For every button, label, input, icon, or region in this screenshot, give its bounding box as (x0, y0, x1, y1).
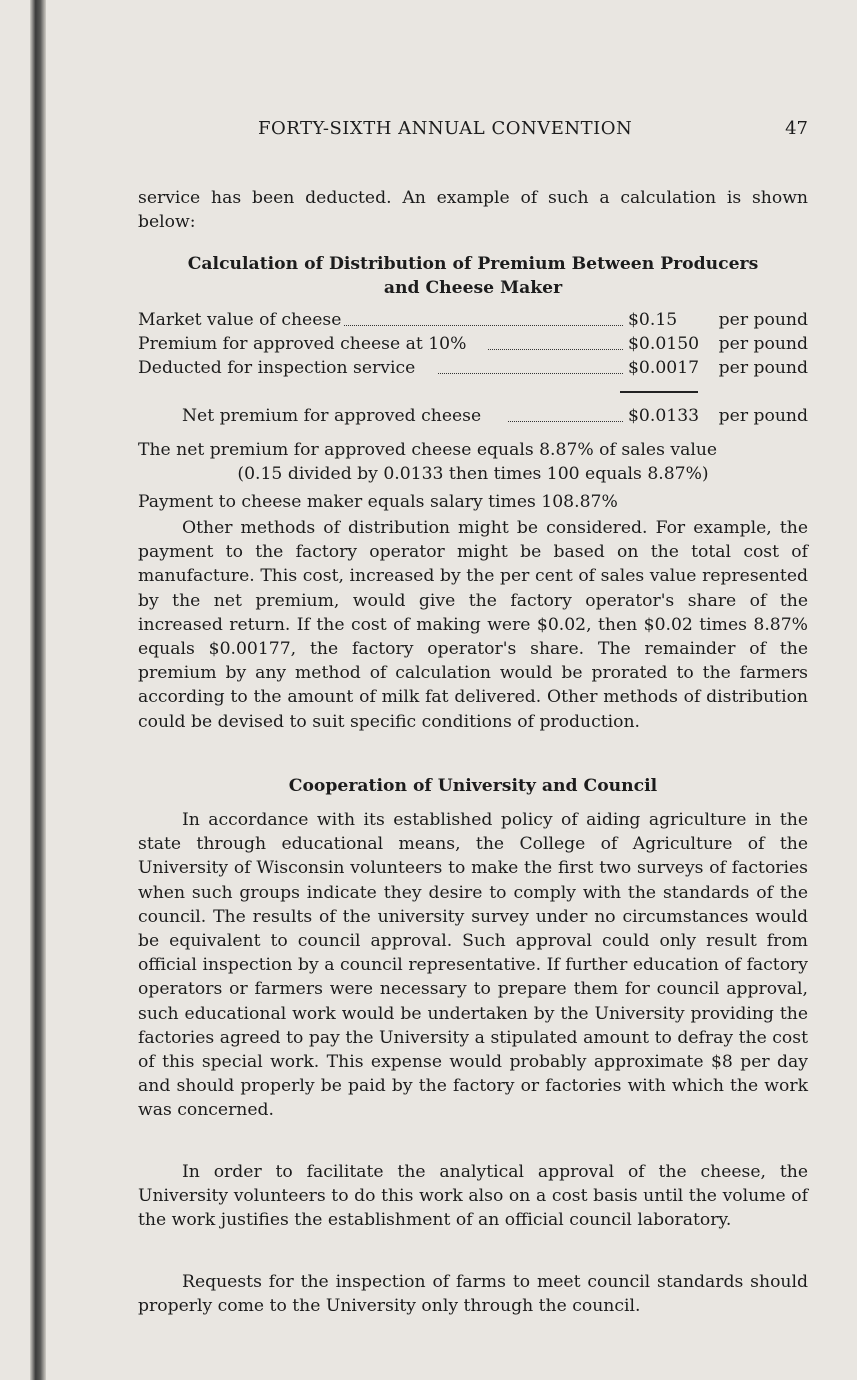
calc-row-unit: per pound (718, 358, 808, 379)
calc-row-premium (138, 332, 808, 356)
calc-row-market-value (138, 308, 808, 332)
running-head (138, 118, 808, 142)
calc-row-value: $0.0017 (628, 358, 700, 379)
running-head-title: FORTY-SIXTH ANNUAL CONVENTION (258, 118, 633, 139)
calculation-heading-line2: and Cheese Maker (383, 278, 563, 299)
net-premium-formula: (0.15 divided by 0.0133 then times 100 equals 8.87%) (237, 464, 709, 485)
calc-row-value: $0.15 (628, 310, 678, 330)
accordance-paragraph: In accordance with its established policy of aiding agriculture in the state through educational means, the College of Agriculture of the University of Wisconsin volunteers to make the first two surveys of factories when such groups indicate they desire to comply with the standards of the council. The results of the university survey under no circumstances would be equivalent to council approval. Such approval could only result from official inspection by a council representative. If further education of factory operators or farmers were necessary to prepare them for council approval, such educational work would be undertaken by the University providing the factories agreed to pay the University a stipulated amount to defray the cost of this special work. This expense would probably approximate $8 per day and should properly be paid by the factory or factories with which the work was concerned. (138, 810, 808, 1121)
net-premium-row-block (138, 404, 808, 428)
facilitate-paragraph: In order to facilitate the analytical approval of the cheese, the University volunteers to do this work also on a cost basis until the volume of the work justifies the establishment of an official council laboratory. (138, 1162, 808, 1231)
calc-row-value: $0.0133 (628, 406, 700, 426)
other-methods-paragraph: Other methods of distribution might be considered. For example, the payment to the factory operator might be based on the total cost of manufacture. This cost, increased by the per cent of sales value represented by the net premium, would give the factory operator's share of the increased return. If the cost of making were $0.02, then $0.02 times 8.87% equals $0.00177, the factory operator's share. The remainder of the premium by any method of calculation would be prorated to the farmers according to the amount of milk fat delivered. Other methods of distribution could be devised to suit specific conditions of production. (138, 518, 808, 732)
section-heading: Cooperation of University and Council (288, 776, 658, 796)
leader-dots (338, 323, 623, 326)
accordance-block (138, 808, 808, 1123)
requests-block (138, 1270, 808, 1318)
calculation-heading (138, 252, 808, 300)
calc-row-net-premium (138, 404, 808, 428)
calc-row-label: Deducted for inspection service (138, 356, 417, 380)
calc-row-unit: per pound (718, 334, 808, 355)
section-heading-block (138, 774, 808, 798)
calc-row-unit: per pound (718, 310, 808, 330)
other-methods-block (138, 516, 808, 734)
calc-row-inspection (138, 356, 808, 380)
calculation-notes (138, 438, 808, 486)
book-binding-edge (30, 0, 46, 1380)
calculation-table (138, 308, 808, 381)
payment-note: Payment to cheese maker equals salary times 108.87% (138, 492, 618, 512)
leader-dots (508, 419, 623, 422)
sum-rule (620, 391, 698, 393)
leader-dots (438, 371, 623, 374)
page-number: 47 (785, 118, 808, 139)
calculation-heading-line1: Calculation of Distribution of Premium Between Producers (187, 254, 759, 274)
intro-paragraph-block (138, 186, 808, 234)
calc-row-label: Market value of cheese (138, 308, 343, 332)
leader-dots (488, 347, 623, 350)
requests-paragraph: Requests for the inspection of farms to meet council standards should properly come to the University only through the council. (138, 1272, 808, 1317)
intro-paragraph: service has been deducted. An example of such a calculation is shown below: (138, 188, 808, 233)
net-premium-note: The net premium for approved cheese equals 8.87% of sales value (138, 440, 718, 460)
payment-note-block (138, 490, 808, 514)
facilitate-block (138, 1160, 808, 1233)
calc-row-unit: per pound (718, 406, 808, 426)
calc-row-label: Premium for approved cheese at 10% (138, 332, 468, 356)
calc-row-label: Net premium for approved cheese (182, 404, 483, 428)
calc-row-value: $0.0150 (628, 334, 700, 355)
